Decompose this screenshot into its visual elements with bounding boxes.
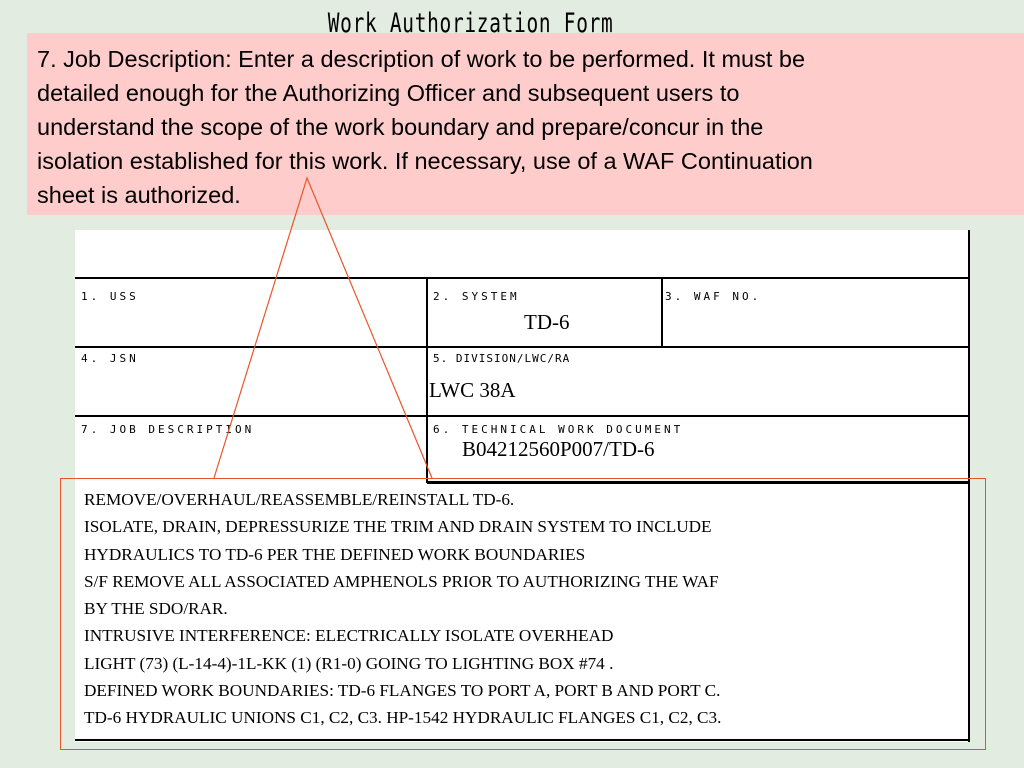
description-line: LIGHT (73) (L-14-4)-1L-KK (1) (R1-0) GOING TO LIGHTING BOX #74 . <box>84 653 614 673</box>
description-line: BY THE SDO/RAR. <box>84 599 228 619</box>
system-value: TD-6 <box>524 310 570 334</box>
callout-line: 7. Job Description: Enter a description of work to be performed. It must be <box>37 46 806 72</box>
callout-line: detailed enough for the Authorizing Officer and subsequent users to <box>37 80 740 106</box>
division-value: LWC 38A <box>429 378 516 402</box>
form-divider <box>75 277 970 279</box>
callout-line: understand the scope of the work boundary and prepare/concur in the <box>37 114 764 140</box>
description-line: S/F REMOVE ALL ASSOCIATED AMPHENOLS PRIOR TO AUTHORIZING THE WAF <box>84 571 719 591</box>
uss-label: 1. USS <box>81 290 139 303</box>
callout-line: isolation established for this work. If necessary, use of a WAF Continuation <box>37 148 813 174</box>
callout-line: sheet is authorized. <box>37 182 241 208</box>
description-highlight-box <box>60 478 986 750</box>
job-description-label: 7. JOB DESCRIPTION <box>81 423 255 436</box>
instruction-callout <box>27 33 1024 215</box>
technical-doc-label: 6. TECHNICAL WORK DOCUMENT <box>433 423 684 436</box>
jsn-label: 4. JSN <box>81 352 139 365</box>
form-divider <box>75 346 970 348</box>
form-divider <box>75 415 970 417</box>
form-divider <box>661 277 663 347</box>
system-label: 2. SYSTEM <box>433 290 520 303</box>
form-title: Work Authorization Form <box>327 8 614 39</box>
division-label: 5. DIVISION/LWC/RA <box>433 352 571 365</box>
form-divider <box>426 277 428 483</box>
waf-no-label: 3. WAF NO. <box>665 290 762 303</box>
description-line: INTRUSIVE INTERFERENCE: ELECTRICALLY ISOLATE OVERHEAD <box>84 626 614 646</box>
description-line: ISOLATE, DRAIN, DEPRESSURIZE THE TRIM AND DRAIN SYSTEM TO INCLUDE <box>84 517 712 537</box>
description-line: REMOVE/OVERHAUL/REASSEMBLE/REINSTALL TD-6. <box>84 490 515 509</box>
description-line: HYDRAULICS TO TD-6 PER THE DEFINED WORK BOUNDARIES <box>84 544 586 564</box>
description-line: DEFINED WORK BOUNDARIES: TD-6 FLANGES TO PORT A, PORT B AND PORT C. <box>84 681 721 701</box>
description-line: TD-6 HYDRAULIC UNIONS C1, C2, C3. HP-1542 HYDRAULIC FLANGES C1, C2, C3. <box>84 708 722 728</box>
technical-doc-value: B04212560P007/TD-6 <box>462 437 655 461</box>
